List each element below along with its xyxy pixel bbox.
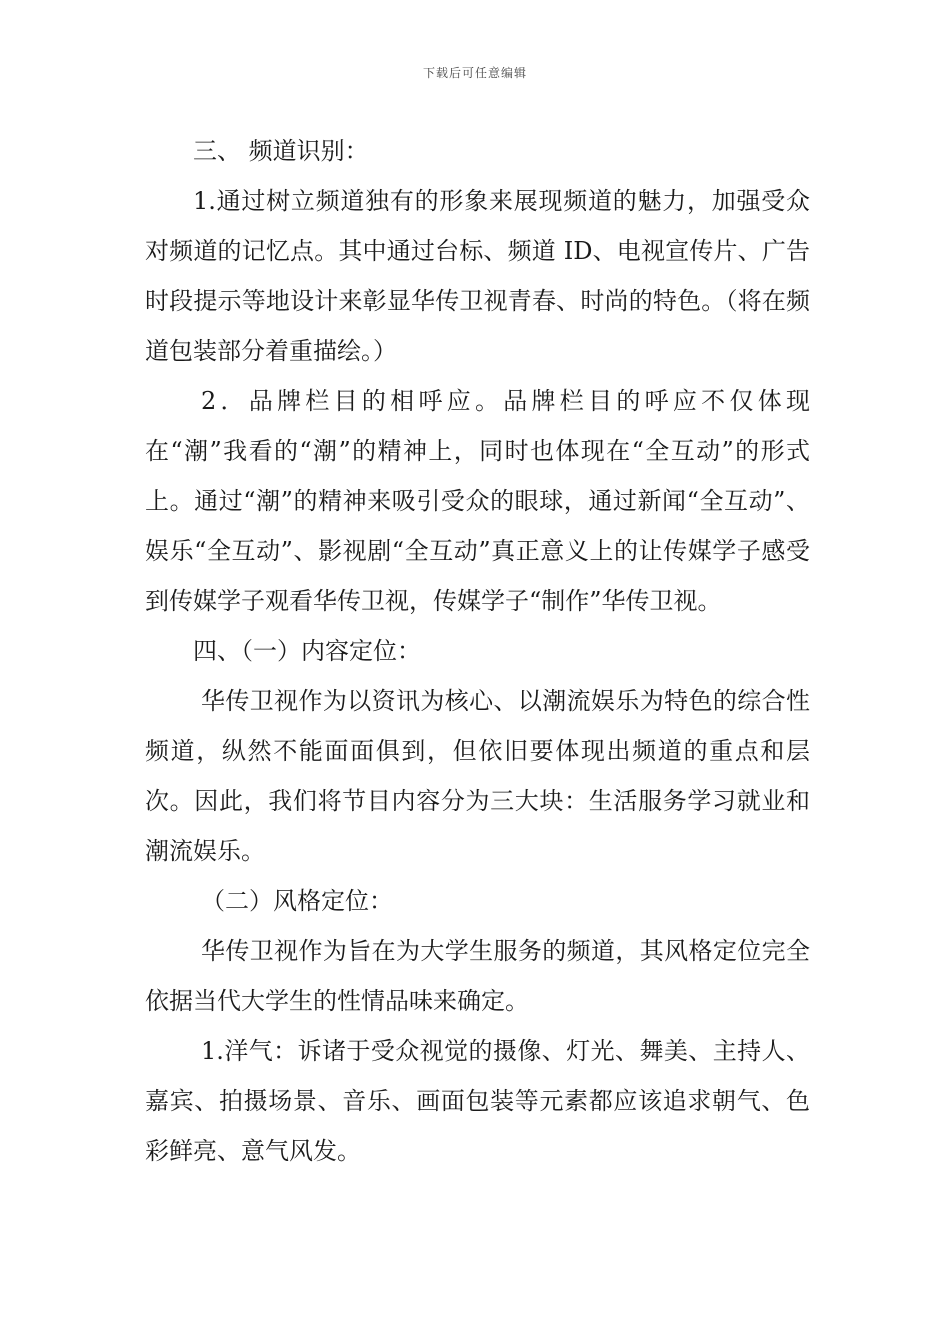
paragraph-style-item-1: 1.洋气：诉诸于受众视觉的摄像、灯光、舞美、主持人、嘉宾、拍摄场景、音乐、画面包装等元素都应该追求朝气、色彩鲜亮、意气风发。 [145, 1037, 810, 1165]
paragraph-item-1: 1.通过树立频道独有的形象来展现频道的魅力，加强受众对频道的记忆点。其中通过台标、频道 ID、电视宣传片、广告时段提示等地设计来彰显华传卫视青春、时尚的特色。（将在频道包装部分着重描绘。） [145, 187, 810, 365]
subheading-style-positioning: （二）风格定位： [201, 887, 393, 915]
section-heading-content-positioning: 四、（一）内容定位： [193, 637, 421, 665]
page-header-watermark: 下载后可任意编辑 [422, 66, 527, 80]
paragraph-item-2: 2．品牌栏目的相呼应。品牌栏目的呼应不仅体现在“潮”我看的“潮”的精神上，同时也体现在“全互动”的形式上。通过“潮”的精神来吸引受众的眼球，通过新闻“全互动”、娱乐“全互动”、影视剧“全互动”真正意义上的让传媒学子感受到传媒学子观看华传卫视，传媒学子“制作”华传卫视。 [145, 387, 810, 615]
section-heading-channel-identity: 三、 频道识别： [193, 137, 369, 165]
paragraph-content-positioning: 华传卫视作为以资讯为核心、以潮流娱乐为特色的综合性频道，纵然不能面面俱到，但依旧要体现出频道的重点和层次。因此，我们将节目内容分为三大块：生活服务学习就业和潮流娱乐。 [145, 687, 810, 865]
document-body [145, 126, 810, 1176]
paragraph-style-positioning: 华传卫视作为旨在为大学生服务的频道，其风格定位完全依据当代大学生的性情品味来确定。 [145, 937, 810, 1015]
